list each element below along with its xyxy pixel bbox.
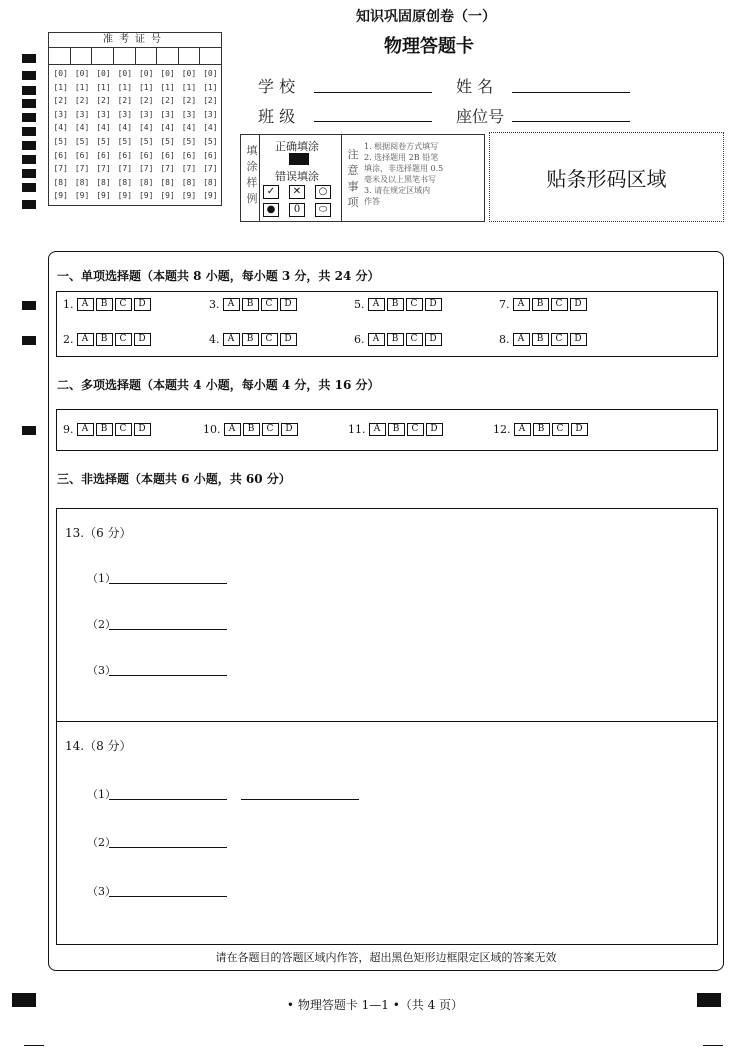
option-a[interactable]: A — [368, 298, 385, 311]
question-divider — [57, 721, 717, 722]
notice-side-label: 注意事项 — [347, 148, 359, 209]
option-c[interactable]: C — [115, 423, 132, 436]
digit-bubble[interactable]: [8] — [117, 177, 133, 187]
timing-mark — [22, 113, 36, 122]
question-3[interactable] — [209, 298, 299, 311]
option-c[interactable]: C — [407, 423, 424, 436]
digit-bubble[interactable]: [9] — [138, 191, 154, 201]
crop-mark — [703, 1045, 723, 1046]
option-b[interactable]: B — [533, 423, 550, 436]
option-c[interactable]: C — [551, 333, 568, 346]
q14-part-1-answer-line-a[interactable] — [109, 799, 227, 800]
digit-bubble[interactable]: [9] — [53, 191, 68, 201]
digit-bubble[interactable]: [7] — [181, 164, 197, 174]
exam-id-column[interactable] — [157, 67, 178, 203]
question-number: 4. — [209, 333, 220, 346]
digit-bubble[interactable]: [2] — [138, 96, 154, 106]
digit-bubble[interactable]: [7] — [203, 164, 218, 174]
option-d[interactable]: D — [134, 298, 151, 311]
digit-bubble[interactable]: [0] — [138, 69, 154, 78]
exam-id-column[interactable] — [114, 67, 135, 203]
timing-mark — [22, 200, 36, 209]
digit-bubble[interactable]: [6] — [53, 150, 68, 160]
notice-box — [341, 134, 485, 222]
digit-bubble[interactable]: [3] — [160, 109, 175, 119]
cross-mark-icon: ✕ — [289, 185, 305, 199]
timing-mark — [22, 426, 36, 435]
notice-line: 毫米及以上黑笔书写 — [364, 175, 436, 184]
digit-bubble[interactable]: [5] — [203, 136, 218, 146]
q14-title: 14.（8 分） — [65, 739, 132, 753]
timing-mark — [22, 169, 36, 178]
class-label: 班 级 — [258, 107, 296, 126]
digit-bubble[interactable]: [1] — [138, 82, 154, 92]
notice-line: 1. 根据阅卷方式填写 — [364, 142, 439, 151]
option-c[interactable]: C — [115, 333, 132, 346]
fill-sample-box — [240, 134, 342, 222]
digit-bubble[interactable]: [8] — [203, 177, 218, 187]
digit-bubble[interactable]: [9] — [160, 191, 175, 201]
question-5[interactable] — [354, 298, 444, 311]
option-d[interactable]: D — [425, 333, 442, 346]
digit-bubble[interactable]: [3] — [117, 109, 133, 119]
digit-bubble[interactable]: [0] — [96, 69, 111, 78]
question-11[interactable] — [348, 423, 445, 436]
partial-fill-icon: 0 — [289, 203, 305, 217]
digit-bubble[interactable]: [6] — [74, 150, 90, 160]
option-d[interactable]: D — [134, 333, 151, 346]
digit-bubble[interactable]: [3] — [138, 109, 154, 119]
timing-mark — [22, 54, 36, 63]
notice-line: 填涂，非选择题用 0.5 — [364, 164, 444, 173]
option-b[interactable]: B — [387, 333, 404, 346]
option-b[interactable]: B — [96, 333, 113, 346]
digit-bubble[interactable]: [7] — [53, 164, 68, 174]
notice-line: 作答 — [364, 197, 380, 206]
correct-fill-example — [289, 153, 309, 165]
exam-id-write-cells[interactable] — [49, 48, 221, 65]
notice-line: 2. 选择题用 2B 铅笔 — [364, 153, 439, 162]
digit-bubble[interactable]: [3] — [203, 109, 218, 119]
digit-bubble[interactable]: [8] — [181, 177, 197, 187]
ellipse-mark-icon: ⬭ — [315, 203, 331, 217]
free-response-box — [56, 508, 718, 945]
exam-id-column[interactable] — [93, 67, 114, 203]
option-c[interactable]: C — [551, 298, 568, 311]
q14-part-2-label: （2） — [87, 836, 116, 849]
q14-part-2-answer-line[interactable] — [109, 847, 227, 848]
question-number: 3. — [209, 298, 220, 311]
card-title: 物理答题卡 — [384, 36, 474, 57]
digit-bubble[interactable]: [6] — [138, 150, 154, 160]
question-number: 8. — [499, 333, 510, 346]
option-b[interactable]: B — [242, 298, 259, 311]
timing-mark — [22, 86, 36, 95]
digit-bubble[interactable]: [8] — [53, 177, 68, 187]
digit-bubble[interactable]: [1] — [160, 82, 175, 92]
question-number: 6. — [354, 333, 365, 346]
digit-bubble[interactable]: [7] — [138, 164, 154, 174]
timing-mark — [22, 183, 36, 192]
option-d[interactable]: D — [571, 423, 588, 436]
digit-bubble[interactable]: [1] — [53, 82, 68, 92]
q13-part-2-answer-line[interactable] — [109, 629, 227, 630]
digit-bubble[interactable]: [4] — [138, 123, 154, 133]
option-a[interactable]: A — [513, 298, 530, 311]
seat-field[interactable] — [512, 121, 630, 122]
option-d[interactable]: D — [134, 423, 151, 436]
digit-bubble[interactable]: [0] — [181, 69, 197, 78]
option-b[interactable]: B — [96, 423, 113, 436]
option-b[interactable]: B — [242, 333, 259, 346]
question-9[interactable] — [63, 423, 153, 436]
option-d[interactable]: D — [280, 333, 297, 346]
crop-mark — [24, 1045, 44, 1046]
option-c[interactable]: C — [115, 298, 132, 311]
digit-bubble[interactable]: [5] — [117, 136, 133, 146]
digit-bubble[interactable]: [0] — [160, 69, 175, 78]
seat-label: 座位号 — [456, 107, 505, 126]
question-number: 7. — [499, 298, 510, 311]
question-1[interactable] — [63, 298, 153, 311]
exam-id-bubbles[interactable] — [49, 65, 221, 205]
question-number: 2. — [63, 333, 74, 346]
digit-bubble[interactable]: [7] — [96, 164, 111, 174]
option-d[interactable]: D — [281, 423, 298, 436]
timing-mark — [22, 155, 36, 164]
digit-bubble[interactable]: [2] — [203, 96, 218, 106]
digit-bubble[interactable]: [5] — [74, 136, 90, 146]
option-c[interactable]: C — [406, 298, 423, 311]
digit-bubble[interactable]: [6] — [160, 150, 175, 160]
q13-part-2-label: （2） — [87, 618, 116, 631]
question-4[interactable] — [209, 333, 299, 346]
digit-bubble[interactable]: [8] — [160, 177, 175, 187]
multi-choice-box — [56, 409, 718, 451]
digit-bubble[interactable]: [8] — [74, 177, 90, 187]
digit-bubble[interactable]: [4] — [96, 123, 111, 133]
digit-bubble[interactable]: [6] — [96, 150, 111, 160]
option-d[interactable]: D — [280, 298, 297, 311]
option-b[interactable]: B — [532, 298, 549, 311]
q14-part-3-label: （3） — [87, 885, 116, 898]
digit-bubble[interactable]: [9] — [117, 191, 133, 201]
question-6[interactable] — [354, 333, 444, 346]
digit-bubble[interactable]: [6] — [181, 150, 197, 160]
digit-bubble[interactable]: [1] — [96, 82, 111, 92]
school-label: 学 校 — [258, 77, 296, 96]
option-b[interactable]: B — [243, 423, 260, 436]
digit-bubble[interactable]: [2] — [181, 96, 197, 106]
digit-bubble[interactable]: [9] — [181, 191, 197, 201]
page-footer: • 物理答题卡 1—1 •（共 4 页） — [286, 998, 464, 1012]
question-7[interactable] — [499, 298, 589, 311]
option-c[interactable]: C — [262, 423, 279, 436]
question-number: 9. — [63, 423, 74, 436]
digit-bubble[interactable]: [4] — [117, 123, 133, 133]
question-number: 12. — [493, 423, 511, 436]
option-a[interactable]: A — [513, 333, 530, 346]
option-a[interactable]: A — [368, 333, 385, 346]
digit-bubble[interactable]: [7] — [160, 164, 175, 174]
option-d[interactable]: D — [570, 298, 587, 311]
option-b[interactable]: B — [388, 423, 405, 436]
barcode-area[interactable] — [489, 132, 724, 222]
question-12[interactable] — [493, 423, 590, 436]
option-c[interactable]: C — [406, 333, 423, 346]
exam-id-label: 准考证号 — [49, 33, 221, 48]
digit-bubble[interactable]: [4] — [203, 123, 218, 133]
exam-id-column[interactable] — [50, 67, 71, 203]
circle-mark-icon: ○ — [315, 185, 331, 199]
digit-bubble[interactable]: [4] — [160, 123, 175, 133]
q13-title: 13.（6 分） — [65, 526, 132, 540]
timing-mark — [22, 71, 36, 80]
option-a[interactable]: A — [223, 333, 240, 346]
question-number: 5. — [354, 298, 365, 311]
timing-mark — [22, 127, 36, 136]
digit-bubble[interactable]: [7] — [117, 164, 133, 174]
q13-part-3-answer-line[interactable] — [109, 675, 227, 676]
digit-bubble[interactable]: [6] — [117, 150, 133, 160]
timing-mark — [22, 99, 36, 108]
digit-bubble[interactable]: [4] — [181, 123, 197, 133]
option-a[interactable]: A — [369, 423, 386, 436]
digit-bubble[interactable]: [3] — [53, 109, 68, 119]
digit-bubble[interactable]: [2] — [160, 96, 175, 106]
section-2-title: 二、多项选择题（本题共 4 小题，每小题 4 分，共 16 分） — [57, 378, 380, 392]
notice-lines — [364, 141, 482, 207]
digit-bubble[interactable]: [0] — [117, 69, 133, 78]
option-a[interactable]: A — [77, 333, 94, 346]
class-field[interactable] — [314, 121, 432, 122]
digit-bubble[interactable]: [3] — [181, 109, 197, 119]
digit-bubble[interactable]: [1] — [74, 82, 90, 92]
q13-part-3-label: （3） — [87, 664, 116, 677]
name-label: 姓 名 — [456, 77, 494, 96]
digit-bubble[interactable]: [1] — [203, 82, 218, 92]
digit-bubble[interactable]: [1] — [181, 82, 197, 92]
option-a[interactable]: A — [514, 423, 531, 436]
option-d[interactable]: D — [426, 423, 443, 436]
single-choice-box — [56, 291, 718, 357]
exam-id-grid[interactable] — [48, 32, 222, 206]
digit-bubble[interactable]: [9] — [203, 191, 218, 201]
option-b[interactable]: B — [96, 298, 113, 311]
digit-bubble[interactable]: [2] — [53, 96, 68, 106]
digit-bubble[interactable]: [5] — [96, 136, 111, 146]
correct-fill-label: 正确填涂 — [275, 140, 319, 153]
q13-part-1-answer-line[interactable] — [109, 583, 227, 584]
digit-bubble[interactable]: [0] — [74, 69, 90, 78]
q14-part-3-answer-line[interactable] — [109, 896, 227, 897]
digit-bubble[interactable]: [8] — [96, 177, 111, 187]
digit-bubble[interactable]: [9] — [96, 191, 111, 201]
timing-mark — [22, 141, 36, 150]
exam-id-column[interactable] — [200, 67, 221, 203]
option-c[interactable]: C — [552, 423, 569, 436]
option-d[interactable]: D — [570, 333, 587, 346]
series-title: 知识巩固原创卷（一） — [356, 9, 496, 25]
digit-bubble[interactable]: [5] — [53, 136, 68, 146]
wrong-fill-label: 错误填涂 — [275, 170, 319, 183]
digit-bubble[interactable]: [8] — [138, 177, 154, 187]
digit-bubble[interactable]: [3] — [96, 109, 111, 119]
timing-mark — [22, 336, 36, 345]
digit-bubble[interactable]: [4] — [74, 123, 90, 133]
question-8[interactable] — [499, 333, 589, 346]
timing-mark — [22, 301, 36, 310]
digit-bubble[interactable]: [6] — [203, 150, 218, 160]
digit-bubble[interactable]: [0] — [203, 69, 218, 78]
q14-part-1-label: （1） — [87, 788, 116, 801]
option-c[interactable]: C — [261, 333, 278, 346]
boundary-warning: 请在各题目的答题区域内作答，超出黑色矩形边框限定区域的答案无效 — [215, 951, 557, 964]
option-c[interactable]: C — [261, 298, 278, 311]
digit-bubble[interactable]: [4] — [53, 123, 68, 133]
q14-part-1-answer-line-b[interactable] — [241, 799, 359, 800]
option-d[interactable]: D — [425, 298, 442, 311]
answer-area — [48, 251, 724, 971]
check-mark-icon: ✓ — [263, 185, 279, 199]
name-field[interactable] — [512, 92, 630, 93]
digit-bubble[interactable]: [9] — [74, 191, 90, 201]
option-a[interactable]: A — [223, 298, 240, 311]
digit-bubble[interactable]: [1] — [117, 82, 133, 92]
exam-id-column[interactable] — [71, 67, 92, 203]
question-number: 10. — [203, 423, 221, 436]
digit-bubble[interactable]: [0] — [53, 69, 68, 78]
digit-bubble[interactable]: [2] — [96, 96, 111, 106]
section-3-title: 三、非选择题（本题共 6 小题，共 60 分） — [57, 472, 291, 486]
digit-bubble[interactable]: [3] — [74, 109, 90, 119]
barcode-label: 贴条形码区域 — [546, 166, 667, 191]
exam-id-column[interactable] — [136, 67, 157, 203]
option-a[interactable]: A — [77, 423, 94, 436]
digit-bubble[interactable]: [5] — [160, 136, 175, 146]
section-1-title: 一、单项选择题（本题共 8 小题，每小题 3 分，共 24 分） — [57, 269, 380, 283]
option-a[interactable]: A — [224, 423, 241, 436]
digit-bubble[interactable]: [5] — [138, 136, 154, 146]
digit-bubble[interactable]: [2] — [74, 96, 90, 106]
digit-bubble[interactable]: [2] — [117, 96, 133, 106]
option-b[interactable]: B — [387, 298, 404, 311]
question-number: 1. — [63, 298, 74, 311]
school-field[interactable] — [314, 92, 432, 93]
option-b[interactable]: B — [532, 333, 549, 346]
digit-bubble[interactable]: [5] — [181, 136, 197, 146]
question-10[interactable] — [203, 423, 300, 436]
exam-id-column[interactable] — [178, 67, 199, 203]
fill-sample-side-label: 填涂样例 — [246, 144, 258, 205]
dot-mark-icon: ● — [263, 203, 279, 217]
q13-part-1-label: （1） — [87, 572, 116, 585]
option-a[interactable]: A — [77, 298, 94, 311]
notice-line: 3. 请在规定区域内 — [364, 186, 431, 195]
digit-bubble[interactable]: [7] — [74, 164, 90, 174]
question-2[interactable] — [63, 333, 153, 346]
question-number: 11. — [348, 423, 366, 436]
